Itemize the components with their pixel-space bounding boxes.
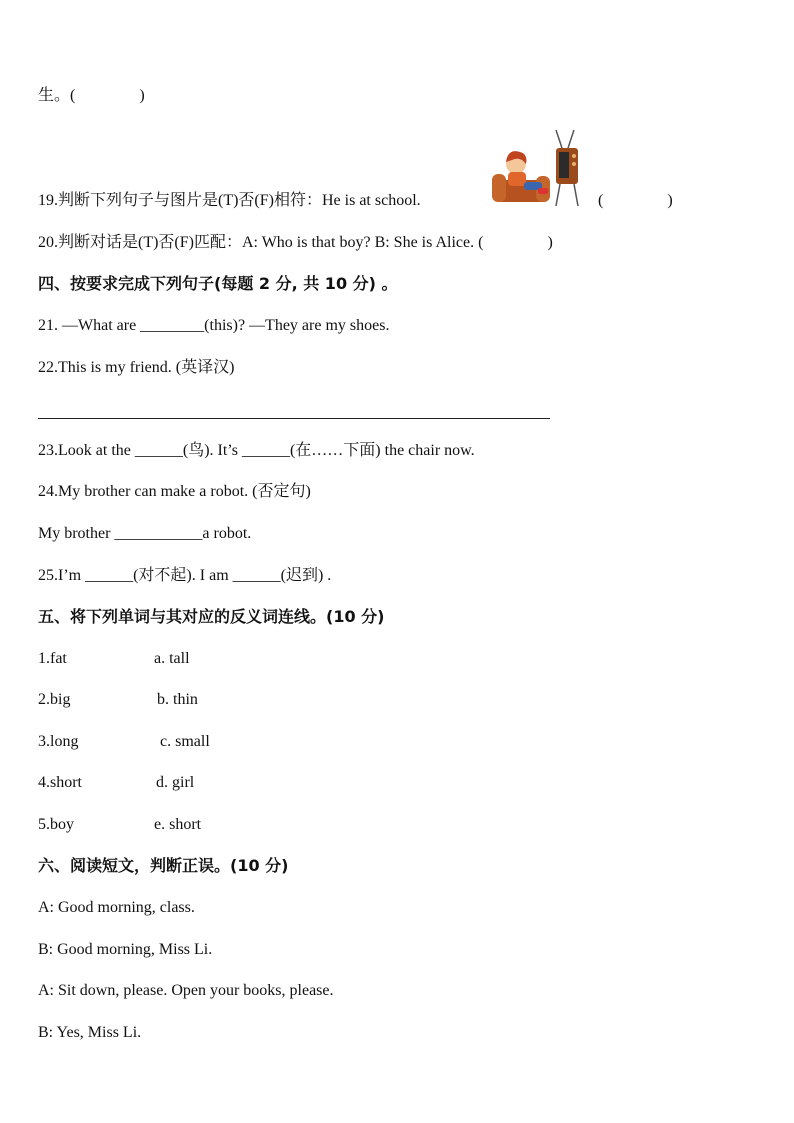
match-right-word: b. thin — [157, 691, 198, 708]
question-21: 21. —What are ________(this)? —They are my shoes. — [38, 317, 390, 334]
match-left-word: 1.fat — [38, 650, 67, 667]
dialogue-line: A: Good morning, class. — [38, 899, 195, 916]
section-4-heading: 四、按要求完成下列句子(每题 2 分, 共 10 分) 。 — [38, 274, 398, 293]
question-23: 23.Look at the ______(鸟). It’s ______(在……下面) the chair now. — [38, 442, 475, 459]
match-left-word: 2.big — [38, 691, 71, 708]
dialogue-line: B: Yes, Miss Li. — [38, 1024, 142, 1041]
question-24: 24.My brother can make a robot. (否定句) — [38, 483, 311, 500]
section-5-heading: 五、将下列单词与其对应的反义词连线。(10 分) — [38, 607, 385, 626]
section-6-heading: 六、阅读短文，判断正误。(10 分) — [38, 856, 289, 875]
dialogue-line: A: Sit down, please. Open your books, please. — [38, 982, 334, 999]
match-right-word: a. tall — [154, 650, 190, 667]
question-22: 22.This is my friend. (英译汉) — [38, 359, 235, 376]
question-19-text: 19.判断下列句子与图片是(T)否(F)相符：He is at school. — [38, 192, 421, 209]
match-right-word: e. short — [154, 816, 202, 833]
match-right-word: d. girl — [156, 774, 195, 791]
question-19-answer-paren: ( ) — [598, 192, 673, 209]
question-19 — [38, 191, 421, 211]
match-left-word: 4.short — [38, 774, 82, 791]
match-left-word: 3.long — [38, 733, 79, 750]
q18-continuation: 生。( ) — [38, 87, 145, 104]
question-25: 25.I’m ______(对不起). I am ______(迟到) . — [38, 567, 332, 584]
dialogue-line: B: Good morning, Miss Li. — [38, 941, 213, 958]
match-left-word: 5.boy — [38, 816, 74, 833]
match-right-word: c. small — [160, 733, 210, 750]
child-watching-tv-illustration — [490, 128, 590, 210]
question-20: 20.判断对话是(T)否(F)匹配：A: Who is that boy? B: She is Alice. ( ) — [38, 234, 553, 251]
question-24-answer: My brother ___________a robot. — [38, 525, 252, 542]
question-22-answer-line — [38, 418, 550, 419]
